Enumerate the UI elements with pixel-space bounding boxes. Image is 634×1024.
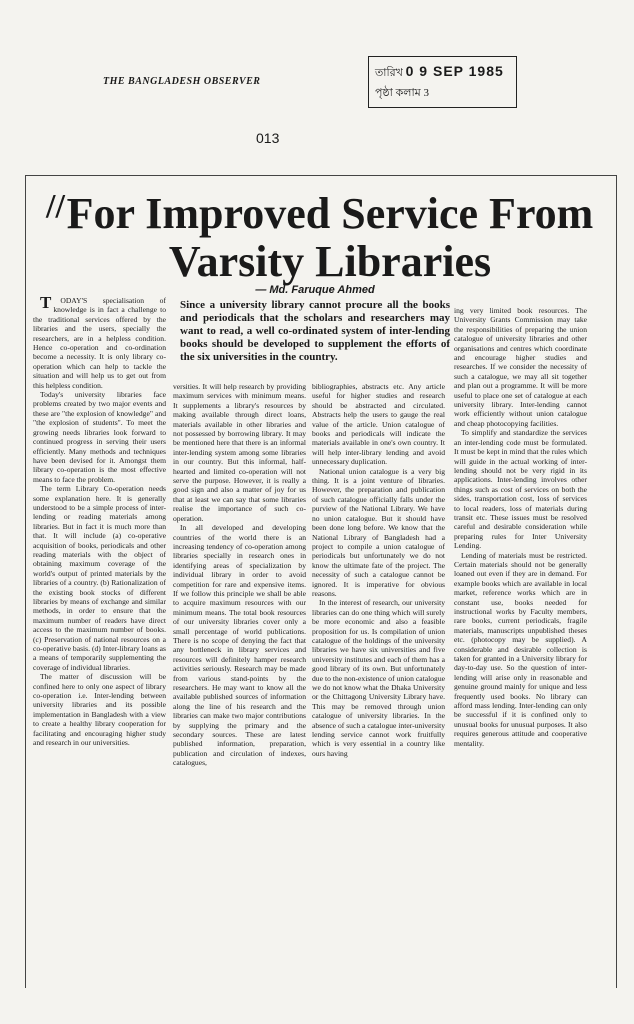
article-column-1 (33, 296, 166, 890)
article-column-4 (454, 306, 587, 890)
paragraph: The matter of discussion will be confined here to only one aspect of library co-operation i.e. Inter-lending between university libraries and its possible implementation in Bangladesh with a view to create a healthy library cooperation for facilitating and encouraging higher study and research in our universities. (33, 672, 166, 748)
stamp-page-label: পৃষ্ঠা (375, 87, 393, 99)
article-byline: — Md. Faruque Ahmed (255, 284, 375, 296)
article-intro: Since a university library cannot procure all the books and periodicals that the scholars and researchers may want to read, a well co-ordinated system of inter-lending books should be developed to supplement the efforts of the six universities in the country. (180, 299, 450, 363)
paragraph: In all developed and developing countries of the world there is an increasing tendency of co-operation among libraries specially in research ones in identifying areas of specialization by individual library in order to avoid competition for rare and expensive items. If we follow this principle we shall be able to acquire maximum resources with our minimum means. The total book resources of our university libraries cover only a small percentage of world publications. There is no scope of denying the fact that any bottleneck in library services and resources will definitely hamper research activities seriously. Research may be made from various stand-points by the researchers. He may want to know all the available published sources of information along the line of his research and the libraries can make two major contributions by supplying the primary and the secondary sources. These are latest published information, preparation, publication and circulation of indexes, catalogues, (173, 523, 306, 768)
paragraph: To simplify and standardize the services an inter-lending code must be formulated. It must be kept in mind that the rules which will guide in the actual working of inter-lending should not be very rigid in its applications. Inter-lending involves other things such as cost of services on both the sides, transportation cost, loss of services to local readers, loss of materials during transit etc. These issues must be resolved careful and desirable consideration while preparing rules for Inter University Lending. (454, 428, 587, 551)
paragraph: versities. It will help research by providing maximum services with minimum means. It supplements a library's resources by making available through direct loans, materials available in other libraries and not possessed by borrowing library. It may be mentioned here that there is an informal inter-lending system among some libraries in our country. But this informal, half-hearted and limited co-operation will not serve the purpose. However, it is really a good sign and also a matter of joy for us that at least we can say that some libraries realise the importance of such co-operation. (173, 382, 306, 523)
article-column-3 (312, 382, 445, 890)
article-headline (40, 190, 620, 286)
paragraph: bibliographies, abstracts etc. Any article useful for higher studies and research should be abstracted and circulated. Abstracts help the users to gauge the real value of the article. Union catalogue of books and periodicals will indicate the materials available in one's own country. It will help inter-library lending and avoid unnecessary duplication. (312, 382, 445, 467)
file-number: 013 (256, 130, 280, 146)
stamp-page-info: কলাম 3 (395, 87, 430, 99)
paragraph: National union catalogue is a very big thing. It is a joint venture of libraries. However, the preparation and publication of such catalogue officially falls under the purview of the National Library. We have no union catalogue. But it should have been done long before. We know that the National Library of Bangladesh had a project to compile a union catalogue of periodicals but unfortunately we do not know the ultimate fate of the project. The necessity of such a catalogue cannot be ignored. It is imperative for obvious reasons. (312, 466, 445, 598)
paragraph: ing very limited book resources. The University Grants Commission may take the responsibilities of preparing the union catalogue of university libraries and other organisations and centres which coordinate and encourage higher studies and researches. If we consider the necessity of such a catalogue, we may all sit together and plan out a programme. It will be more useful to place one set of catalogue at each university library. Inter-lending cannot work efficiently without union catalogue and cheap photocopying facilities. (454, 306, 587, 428)
margin-mark: // (46, 188, 65, 225)
stamp-date-label: তারিখ (375, 67, 403, 79)
article-column-2 (173, 382, 306, 890)
headline-line-1: For Improved Service From (66, 189, 594, 238)
paragraph: Lending of materials must be restricted. Certain materials should not be generally loaned out even if they are in demand. For example books which are available in local market, reference works which are in constant use, books needed for instructional works by Faculty members, rare books, current periodicals, fragile materials, manuscripts unpublished theses etc. (photocopy may be supplied). A considerable and desirable collection is taken for granted in a University library for day-to-day use. So the question of inter-lending will arise only in reasonable and genuine ground mainly for unique and less frequently used books. No library can afford mass lending. Inter-lending can only be successful if it is confined only to unusual books for unusual purposes. It also requires generous attitude and cooperative mentality. (454, 550, 587, 748)
paragraph: Today's university libraries face problems created by two major events and these are "the explosion of knowledge" and "the explosion of students". To meet the growing needs libraries look forward to continued progress in serving their users efficiently. Many methods and techniques have been devised for it. Amongst them library co-operation is the most effective means to face the problem. (33, 390, 166, 484)
date-stamp (368, 56, 517, 108)
paragraph: TODAY'S specialisation of knowledge is in fact a challenge to the traditional services offered by the libraries and the users, specially the researchers, are in a helpless condition. Hence co-operation and co-ordination become a necessity. It is only library co-operation which can help to tackle the situation and will help us to get out from this helpless condition. (33, 296, 166, 390)
headline-line-2: Varsity Libraries (168, 237, 492, 286)
paragraph: In the interest of research, our university libraries can do one thing which will surely be more economic and also a feasible proposition for us. Is compilation of union catalogue of the holdings of the university libraries we have six universities and five university institutes and each of them has a good library of its own. But unfortunately due to the non-existence of union catalogue we do not know what the Dhaka University or the Chittagong University Library have. This may be removed through union catalogue of university libraries. In the absence of such a catalogue inter-university lending service cannot work fruitfully which is very essential in a country like ours having (312, 598, 445, 758)
paragraph: The term Library Co-operation needs some explanation here. It is generally understood to be a simple process of inter-lending or reading materials among libraries. But in fact it is much more than that. It will include (a) co-operative acquisition of books, periodicals and other reading materials with the object of obtaining maximum coverage of the world's output of printed materials by the libraries of a country. (b) Rationalization of the existing book stocks of different libraries by means of exchange and similar methods, in order to ensure that the maximum number of readers have direct access to the maximum number of books. (c) Preservation of national resources on a co-operative basis. (d) Inter-library loans as a means of temporarily supplementing the coverage of individual libraries. (33, 484, 166, 672)
newspaper-masthead: THE BANGLADESH OBSERVER (103, 76, 261, 87)
stamp-date: 0 9 SEP 1985 (405, 63, 504, 79)
